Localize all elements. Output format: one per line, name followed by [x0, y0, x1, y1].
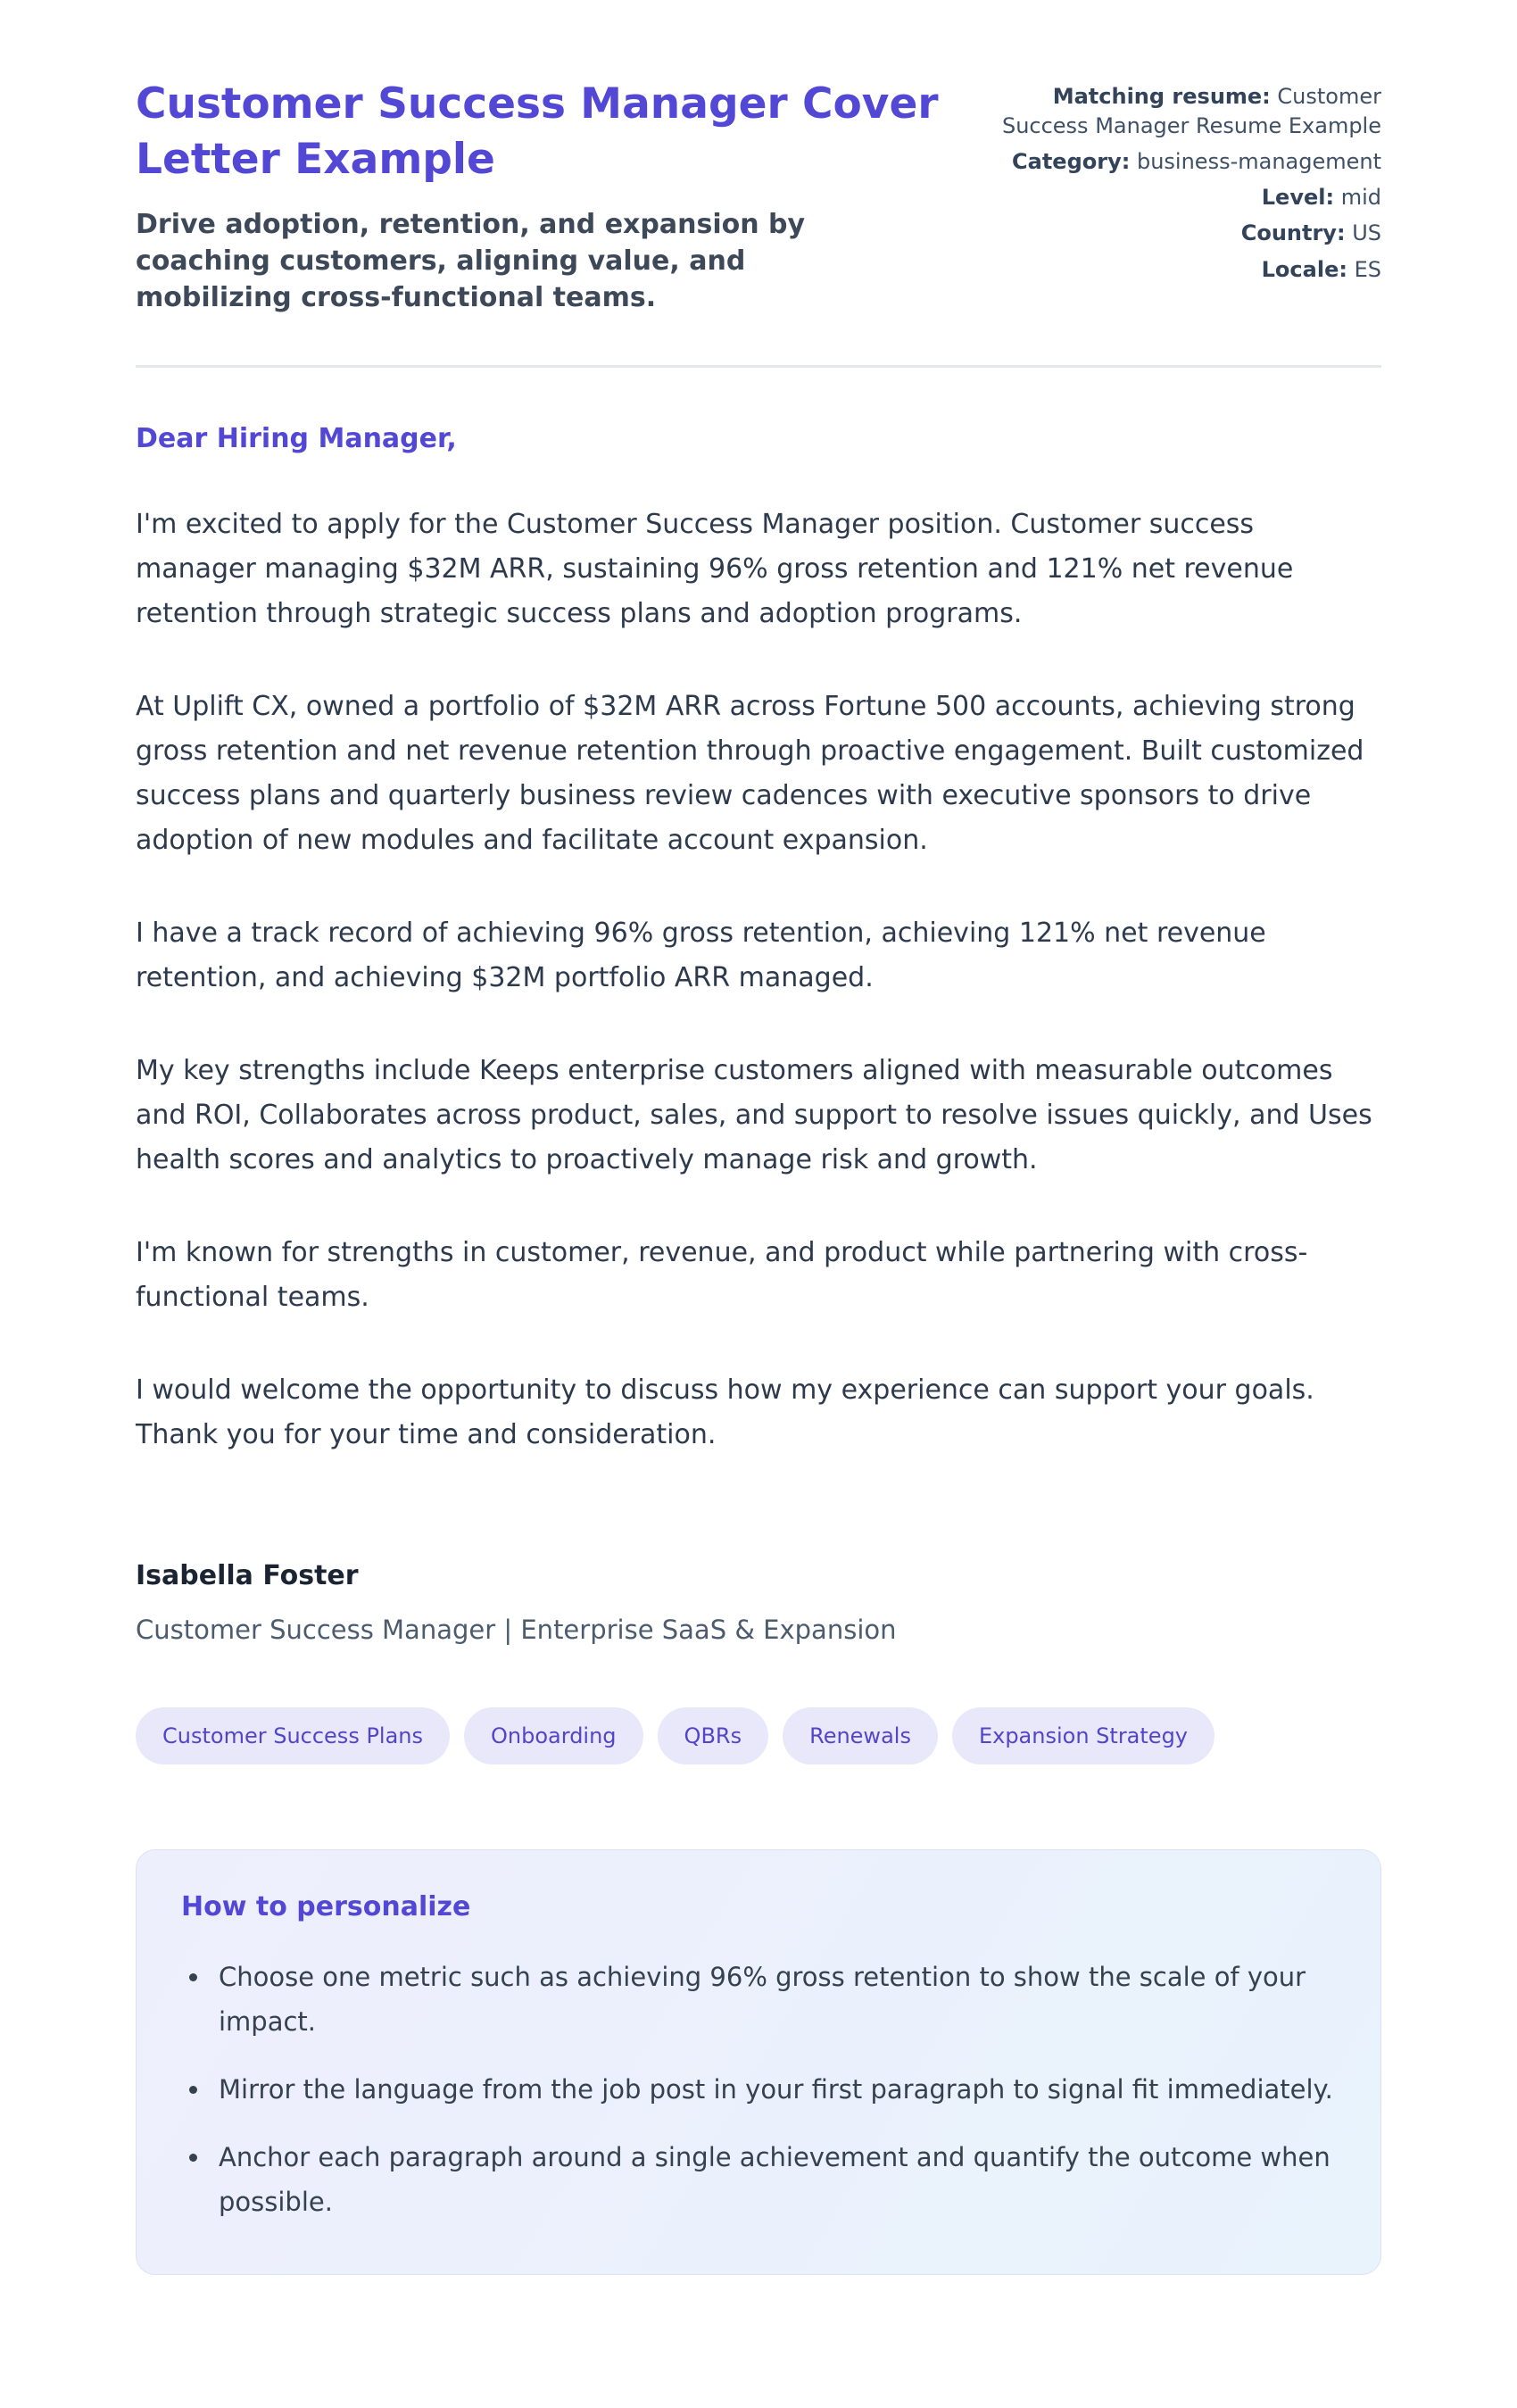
salutation: Dear Hiring Manager,	[136, 423, 457, 455]
meta-level	[996, 183, 1381, 212]
letter-paragraph: I'm excited to apply for the Customer Success Manager position. Customer success manager managing $32M ARR, sustaining 96% gross retention and 121% net revenue retention through strategic success plans and adoption programs.	[136, 509, 1294, 630]
meta-country	[996, 219, 1381, 248]
signature-role: Customer Success Manager | Enterprise SaaS & Expansion	[136, 1615, 897, 1646]
resume-meta	[996, 77, 1381, 291]
personalize-bullet: • Mirror the language from the job post in your first paragraph to signal fit immediately.	[211, 2067, 1336, 2112]
header	[136, 77, 1381, 316]
page-subtitle: Drive adoption, retention, and expansion by coaching customers, aligning value, and mobilizing cross-functional teams.	[136, 209, 806, 314]
meta-matching-resume-value: Customer Success Manager Resume Example	[1001, 84, 1381, 139]
personalize-callout	[136, 1849, 1381, 2275]
content-column	[136, 0, 1381, 2275]
tag-chip[interactable]: Renewals	[783, 1707, 938, 1764]
meta-locale-label: Locale:	[1261, 256, 1347, 282]
tag-chip[interactable]: Onboarding	[464, 1707, 643, 1764]
keyword-tags-row	[136, 1707, 1381, 1764]
letter-paragraph: I have a track record of achieving 96% gross retention, achieving 121% net revenue retention, and achieving $32M portfolio ARR managed.	[136, 918, 1266, 994]
meta-locale	[996, 255, 1381, 285]
meta-country-value: US	[1352, 220, 1381, 246]
tag-chip[interactable]: Expansion Strategy	[952, 1707, 1214, 1764]
meta-level-value: mid	[1340, 185, 1381, 211]
personalize-bullet: • Choose one metric such as achieving 96% gross retention to show the scale of your impact.	[211, 1955, 1336, 2044]
meta-locale-value: ES	[1354, 256, 1381, 282]
letter-paragraph: My key strengths include Keeps enterprise customers aligned with measurable outcomes and ROI, Collaborates across product, sales, and support to resolve issues quickly, and Uses health scores and analytics to proactively manage risk and growth.	[136, 1055, 1372, 1176]
letter-paragraph: I would welcome the opportunity to discuss how my experience can support your goals. Thank you for your time and consideration.	[136, 1374, 1314, 1451]
page-title: Customer Success Manager Cover Letter Example	[136, 79, 939, 184]
meta-level-label: Level:	[1261, 185, 1335, 211]
header-text-block	[136, 77, 939, 316]
tag-chip[interactable]: QBRs	[658, 1707, 769, 1764]
meta-country-label: Country:	[1240, 220, 1346, 246]
signature-name: Isabella Foster	[136, 1560, 359, 1592]
personalize-bullet-list	[181, 1955, 1336, 2224]
meta-category-label: Category:	[1012, 149, 1131, 175]
cover-letter-body	[136, 423, 1378, 1645]
meta-category	[996, 147, 1381, 177]
tag-chip[interactable]: Customer Success Plans	[136, 1707, 450, 1764]
personalize-bullet: • Anchor each paragraph around a single achievement and quantify the outcome when possible.	[211, 2135, 1336, 2224]
meta-category-value: business-management	[1136, 149, 1381, 175]
letter-paragraph: I'm known for strengths in customer, revenue, and product while partnering with cross-functional teams.	[136, 1237, 1308, 1314]
meta-matching-resume-label: Matching resume:	[1052, 84, 1271, 109]
personalize-heading: How to personalize	[181, 1891, 471, 1923]
meta-matching-resume	[996, 82, 1381, 141]
letter-paragraph: At Uplift CX, owned a portfolio of $32M ARR across Fortune 500 accounts, achieving strong gross retention and net revenue retention through proactive engagement. Built customized success plans and quarterly business review cadences with executive sponsors to drive adoption of new modules and facilitate account expansion.	[136, 691, 1364, 857]
header-divider	[136, 365, 1381, 368]
